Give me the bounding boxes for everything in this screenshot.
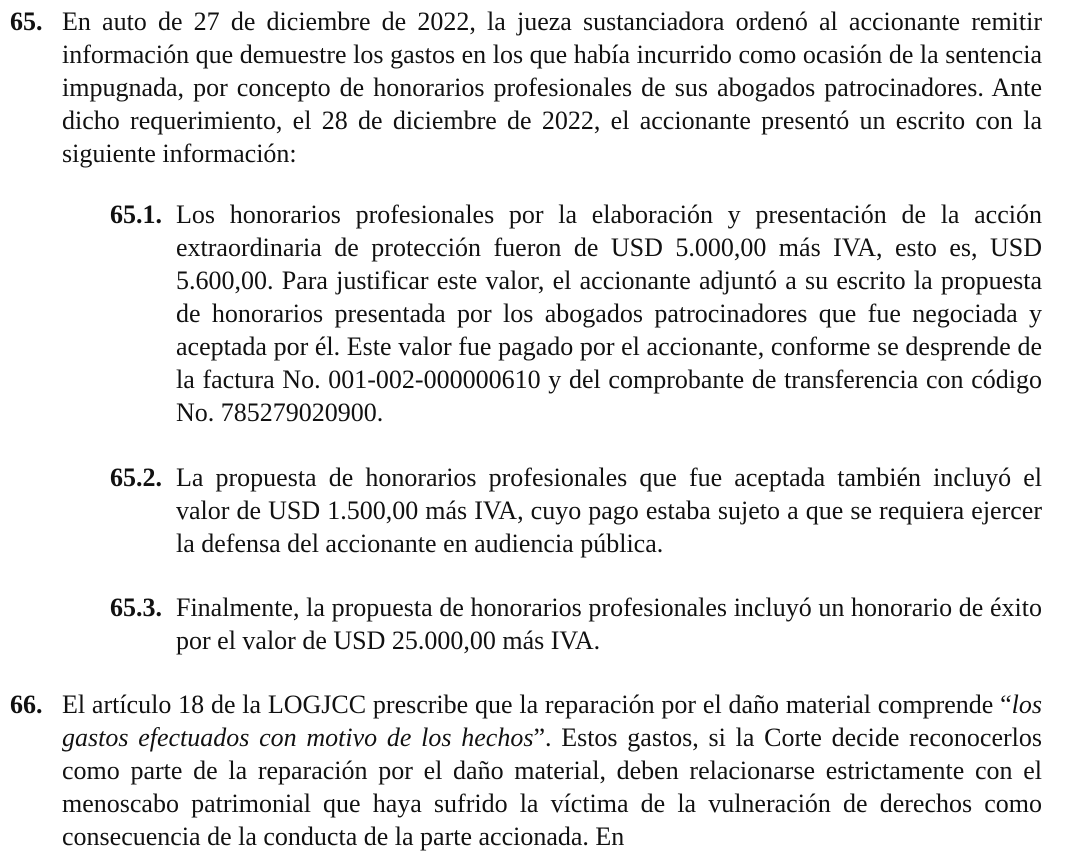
- paragraph-65-3: Finalmente, la propuesta de honorarios profesionales incluyó un honorario de éxito por el valor de USD 25.000,00 más IVA.: [176, 593, 1042, 655]
- paragraph-number-65-1: 65.1.: [110, 200, 162, 229]
- paragraph-66: [62, 688, 1042, 853]
- paragraph-65-2: La propuesta de honorarios profesionales que fue aceptada también incluyó el valor de USD 1.500,00 más IVA, cuyo pago estaba sujeto a que se requiera ejercer la defensa del accionante en audiencia pública.: [176, 463, 1042, 558]
- paragraph-number-65: 65.: [10, 7, 43, 36]
- paragraph-66-text-after: ”. Estos gastos, si la Corte decide reconocerlos como parte de la reparación por el daño material, deben relacionarse estrictamente con el menoscabo patrimonial que haya sufrido la víctima de la vulneración de derechos como consecuencia de la conducta de la parte accionada. En: [62, 723, 1042, 851]
- paragraph-number-65-2: 65.2.: [110, 463, 162, 492]
- paragraph-66-text-before: El artículo 18 de la LOGJCC prescribe que la reparación por el daño material comprende “: [62, 690, 1012, 719]
- paragraph-65: En auto de 27 de diciembre de 2022, la jueza sustanciadora ordenó al accionante remitir información que demuestre los gastos en los que había incurrido como ocasión de la sentencia impugnada, por concepto de honorarios profesionales de sus abogados patrocinadores. Ante dicho requerimiento, el 28 de diciembre de 2022, el accionante presentó un escrito con la siguiente información:: [62, 7, 1042, 168]
- paragraph-number-65-3: 65.3.: [110, 593, 162, 622]
- paragraph-65-1: Los honorarios profesionales por la elaboración y presentación de la acción extraordinaria de protección fueron de USD 5.000,00 más IVA, esto es, USD 5.600,00. Para justificar este valor, el accionante adjuntó a su escrito la propuesta de honorarios presentada por los abogados patrocinadores que fue negociada y aceptada por él. Este valor fue pagado por el accionante, conforme se desprende de la factura No. 001-002-000000610 y del comprobante de transferencia con código No. 785279020900.: [176, 200, 1042, 427]
- paragraph-66-quote: los gastos efectuados con motivo de los hechos: [62, 690, 1042, 752]
- paragraph-number-66: 66.: [10, 690, 43, 719]
